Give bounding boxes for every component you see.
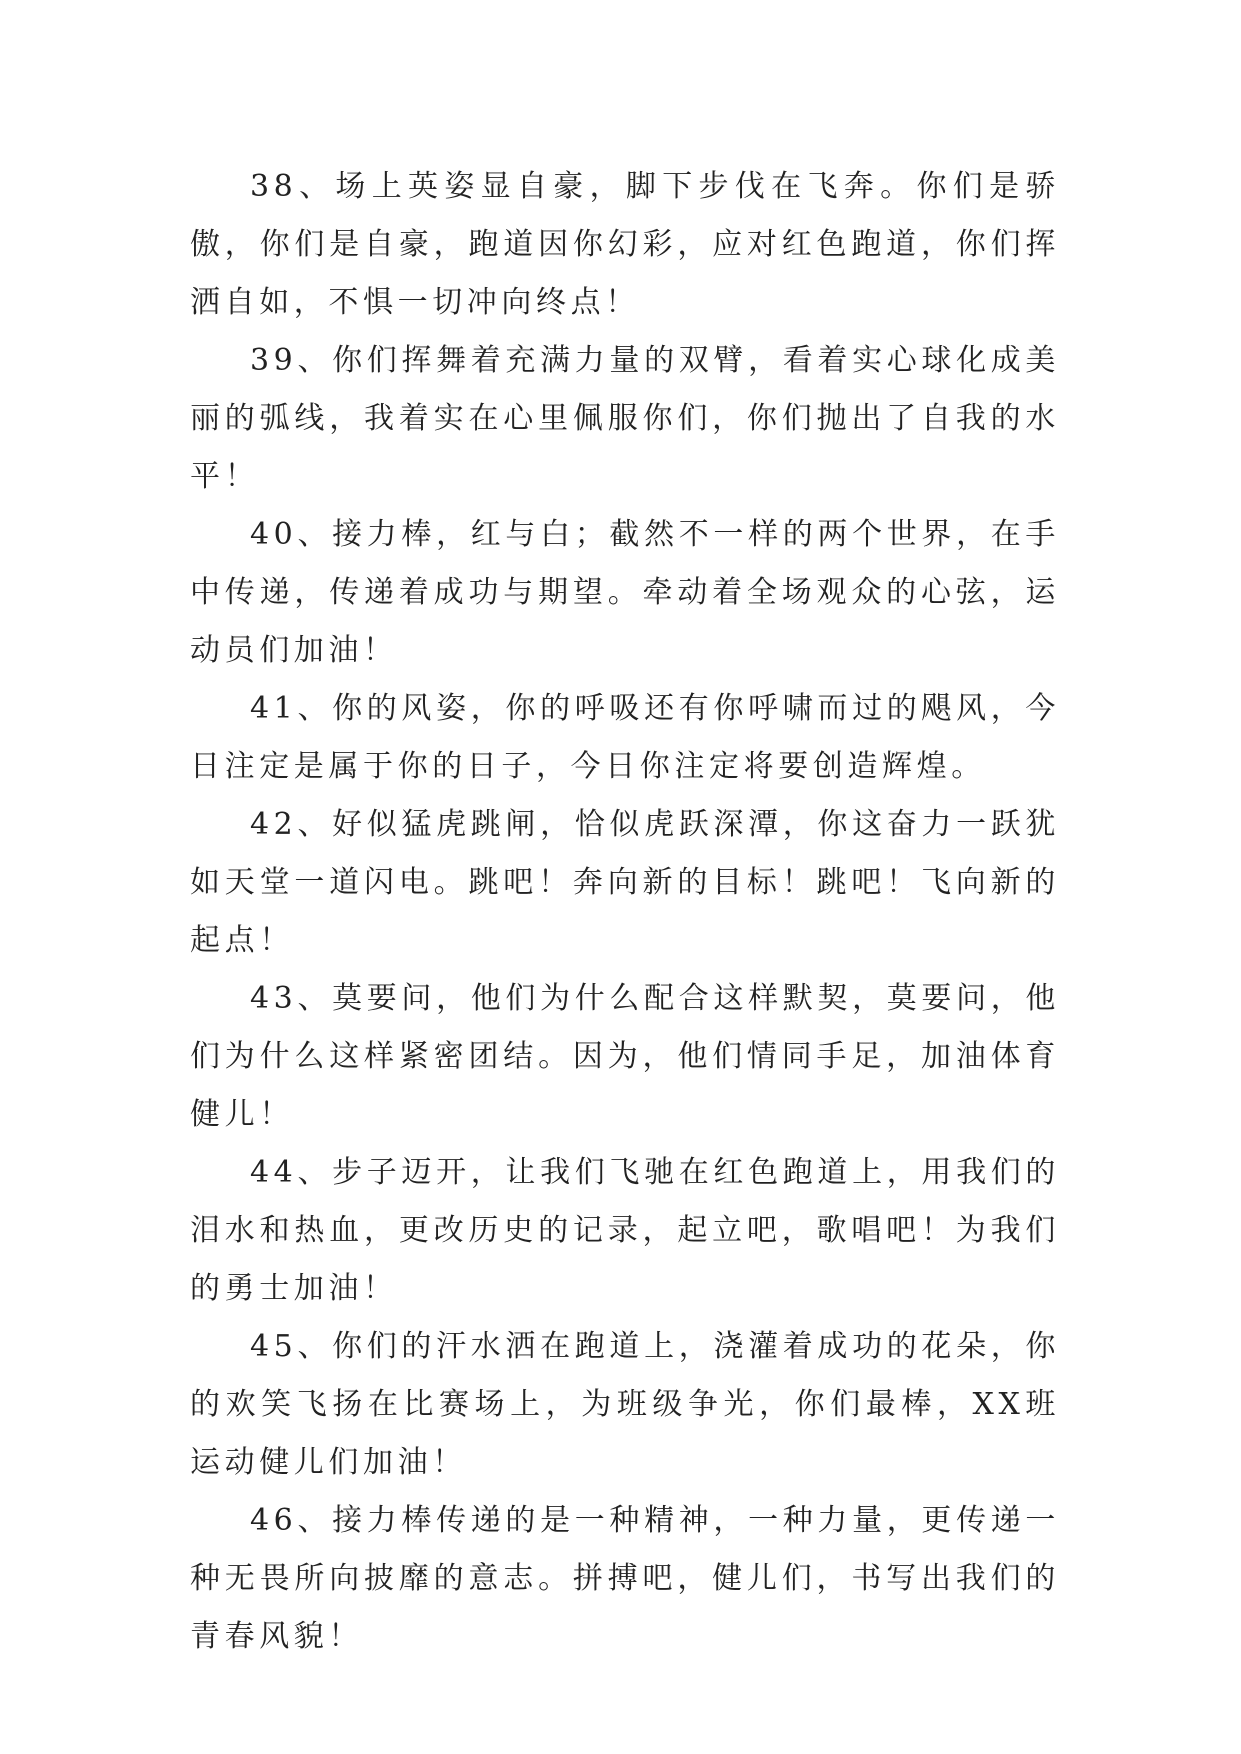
paragraph-38: 38、场上英姿显自豪，脚下步伐在飞奔。你们是骄傲，你们是自豪，跑道因你幻彩，应对红色跑道，你们挥洒自如，不惧一切冲向终点！ xyxy=(190,169,1060,320)
paragraph-42: 42、好似猛虎跳闸，恰似虎跃深潭，你这奋力一跃犹如天堂一道闪电。跳吧！奔向新的目标！跳吧！飞向新的起点！ xyxy=(190,807,1060,958)
document-body xyxy=(190,158,1060,1666)
paragraph-43: 43、莫要问，他们为什么配合这样默契，莫要问，他们为什么这样紧密团结。因为，他们情同手足，加油体育健儿！ xyxy=(190,981,1060,1132)
paragraph-41: 41、你的风姿，你的呼吸还有你呼啸而过的飓风，今日注定是属于你的日子，今日你注定将要创造辉煌。 xyxy=(190,691,1060,784)
paragraph-44: 44、步子迈开，让我们飞驰在红色跑道上，用我们的泪水和热血，更改历史的记录，起立吧，歌唱吧！为我们的勇士加油！ xyxy=(190,1155,1060,1306)
paragraph-40: 40、接力棒，红与白；截然不一样的两个世界，在手中传递，传递着成功与期望。牵动着全场观众的心弦，运动员们加油！ xyxy=(190,517,1060,668)
paragraph-39: 39、你们挥舞着充满力量的双臂，看着实心球化成美丽的弧线，我着实在心里佩服你们，你们抛出了自我的水平！ xyxy=(190,343,1060,494)
paragraph-46: 46、接力棒传递的是一种精神，一种力量，更传递一种无畏所向披靡的意志。拼搏吧，健儿们，书写出我们的青春风貌！ xyxy=(190,1503,1060,1654)
paragraph-45: 45、你们的汗水洒在跑道上，浇灌着成功的花朵，你的欢笑飞扬在比赛场上，为班级争光，你们最棒，XX班运动健儿们加油！ xyxy=(190,1329,1060,1480)
